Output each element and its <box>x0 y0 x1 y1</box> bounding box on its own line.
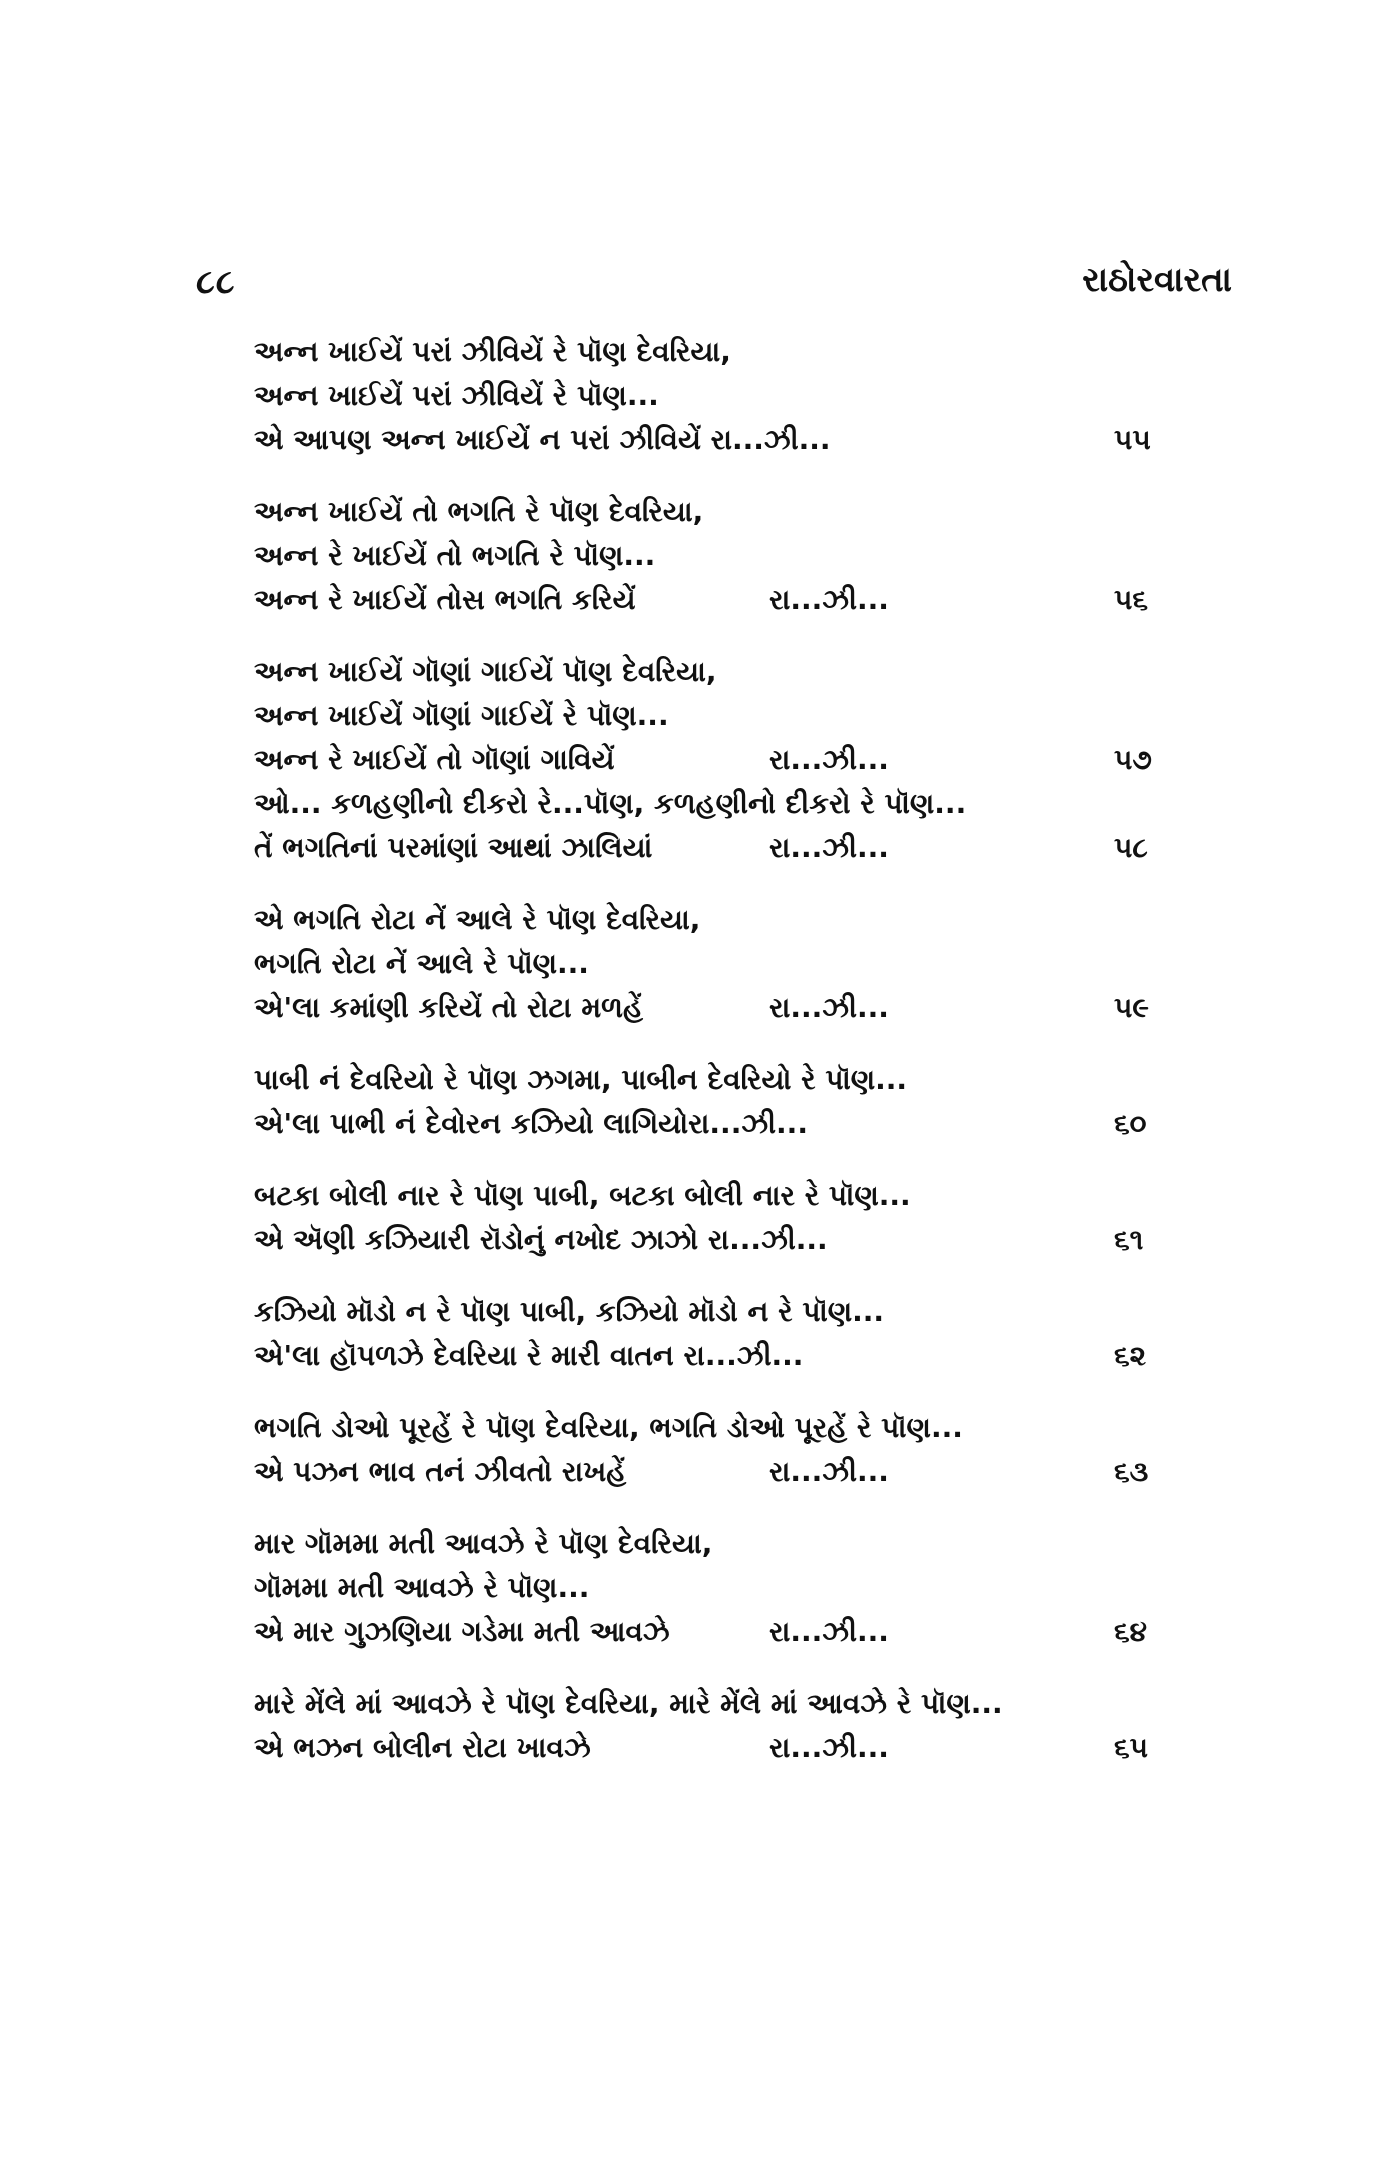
verse-line <box>254 942 1184 986</box>
verse-text: ભગતિ ડોઓ પૂરહેં રે પૉણ દેવરિયા, ભગતિ ડોઓ પૂરહેં રે પૉણ... <box>254 1411 963 1444</box>
verse-line <box>254 694 1184 738</box>
verse-text: મારે મેંલે માં આવઝે રે પૉણ દેવરિયા, મારે મેંલે માં આવઝે રે પૉણ... <box>254 1687 1003 1720</box>
verse-text: માર ગૉમમા મતી આવઝે રે પૉણ દેવરિયા, <box>254 1527 713 1560</box>
verse-text: એ આપણ અન્ન ખાઈયેં ન પરાં ઝીવિયેં રા...ઝી... <box>254 423 831 456</box>
verse-line <box>254 1334 1184 1378</box>
verse-number: ૫૮ <box>1114 831 1148 864</box>
verse-line <box>254 1450 1184 1494</box>
verse-text: એ'લા કમાંણી કરિયેં તો રોટા મળહેં <box>254 991 643 1024</box>
refrain-text: રા...ઝી... <box>769 1615 889 1648</box>
verse-line <box>254 1174 1184 1218</box>
verse-text: એ માર ગુઝણિયા ગડેમા મતી આવઝે <box>254 1615 670 1648</box>
stanza <box>254 490 1184 622</box>
verse-text: અન્ન ખાઈયેં ગૉણાં ગાઈયેં પૉણ દેવરિયા, <box>254 655 717 688</box>
verse-text: પાબી નં દેવરિયો રે પૉણ ઝગમા, પાબીન દેવરિયો રે પૉણ... <box>254 1063 908 1096</box>
verse-body <box>254 330 1184 1798</box>
verse-text: તેં ભગતિનાં પરમાંણાં આથાં ઝાલિયાં <box>254 831 653 864</box>
running-title: રાઠોરવારતા <box>1082 260 1232 300</box>
verse-line <box>254 986 1184 1030</box>
verse-text: એ પઝન ભાવ તનં ઝીવતો રાખહેં <box>254 1455 627 1488</box>
page-number: ૮૮ <box>196 262 236 302</box>
verse-text: અન્ન ખાઈયેં પરાં ઝીવિયેં રે પૉણ દેવરિયા, <box>254 335 731 368</box>
stanza <box>254 1174 1184 1262</box>
verse-line <box>254 1058 1184 1102</box>
verse-line <box>254 1218 1184 1262</box>
verse-text: અન્ન રે ખાઈયેં તો ભગતિ રે પૉણ... <box>254 539 656 572</box>
verse-number: ૫૯ <box>1114 991 1149 1024</box>
stanza <box>254 650 1184 870</box>
verse-text: અન્ન ખાઈયેં તો ભગતિ રે પૉણ દેવરિયા, <box>254 495 704 528</box>
refrain-text: રા...ઝી... <box>769 743 889 776</box>
refrain-text: રા...ઝી... <box>769 583 889 616</box>
verse-number: ૫૬ <box>1114 583 1149 616</box>
stanza <box>254 330 1184 462</box>
verse-text: ગૉમમા મતી આવઝે રે પૉણ... <box>254 1571 590 1604</box>
stanza <box>254 898 1184 1030</box>
verse-line <box>254 1566 1184 1610</box>
verse-text: એ ભગતિ રોટા નેં આલે રે પૉણ દેવરિયા, <box>254 903 701 936</box>
stanza <box>254 1682 1184 1770</box>
refrain-text: રા...ઝી... <box>769 991 889 1024</box>
verse-text: એ ભઝન બોલીન રોટા ખાવઝે <box>254 1731 591 1764</box>
verse-text: ભગતિ રોટા નેં આલે રે પૉણ... <box>254 947 589 980</box>
verse-text: ઓ... કળહણીનો દીકરો રે...પૉણ, કળહણીનો દીકરો રે પૉણ... <box>254 787 967 820</box>
verse-line <box>254 534 1184 578</box>
verse-line <box>254 1406 1184 1450</box>
stanza <box>254 1290 1184 1378</box>
verse-number: ૬૦ <box>1114 1107 1147 1140</box>
stanza <box>254 1058 1184 1146</box>
verse-line <box>254 738 1184 782</box>
verse-line <box>254 650 1184 694</box>
verse-line <box>254 1102 1184 1146</box>
verse-number: ૬૩ <box>1114 1455 1149 1488</box>
stanza <box>254 1406 1184 1494</box>
verse-number: ૫૭ <box>1114 743 1152 776</box>
refrain-text: રા...ઝી... <box>769 831 889 864</box>
verse-line <box>254 782 1184 826</box>
verse-text: બટકા બોલી નાર રે પૉણ પાબી, બટકા બોલી નાર રે પૉણ... <box>254 1179 911 1212</box>
verse-line <box>254 418 1184 462</box>
verse-line <box>254 826 1184 870</box>
verse-text: એ ઍણી કઝિયારી રૉડોનું નખોદ ઝાઝો રા...ઝી... <box>254 1223 828 1256</box>
verse-line <box>254 490 1184 534</box>
verse-text: અન્ન ખાઈયેં પરાં ઝીવિયેં રે પૉણ... <box>254 379 659 412</box>
verse-line <box>254 1290 1184 1334</box>
verse-text: અન્ન ખાઈયેં ગૉણાં ગાઈયેં રે પૉણ... <box>254 699 669 732</box>
verse-number: ૬૫ <box>1114 1731 1149 1764</box>
verse-text: અન્ન રે ખાઈયેં તો ગૉણાં ગાવિયેં <box>254 743 615 776</box>
verse-line <box>254 1610 1184 1654</box>
verse-text: એ'લા હૉપળઝે દેવરિયા રે મારી વાતન રા...ઝી... <box>254 1339 804 1372</box>
verse-number: ૬૨ <box>1114 1339 1147 1372</box>
refrain-text: રા...ઝી... <box>769 1731 889 1764</box>
verse-line <box>254 578 1184 622</box>
verse-line <box>254 1726 1184 1770</box>
verse-number: ૬૪ <box>1114 1615 1148 1648</box>
verse-text: અન્ન રે ખાઈયેં તોસ ભગતિ કરિયેં <box>254 583 636 616</box>
verse-line <box>254 1682 1184 1726</box>
verse-line <box>254 898 1184 942</box>
verse-number: ૫૫ <box>1114 423 1151 456</box>
verse-line <box>254 374 1184 418</box>
verse-number: ૬૧ <box>1114 1223 1144 1256</box>
refrain-text: રા...ઝી... <box>769 1455 889 1488</box>
verse-text: કઝિયો મૉડો ન રે પૉણ પાબી, કઝિયો મૉડો ન રે પૉણ... <box>254 1295 885 1328</box>
verse-line <box>254 330 1184 374</box>
verse-text: એ'લા પાભી નં દેવોરન કઝિયો લાગિયોરા...ઝી... <box>254 1107 808 1140</box>
stanza <box>254 1522 1184 1654</box>
verse-line <box>254 1522 1184 1566</box>
